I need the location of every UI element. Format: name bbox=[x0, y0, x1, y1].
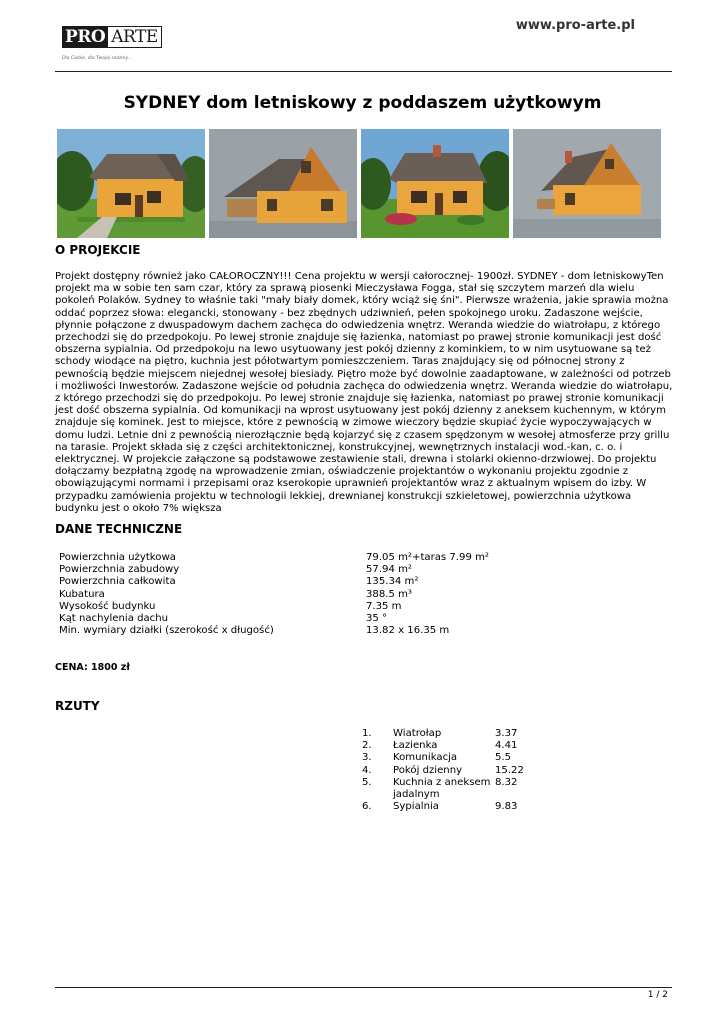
room-name: Pokój dzienny bbox=[393, 764, 463, 776]
room-number: 1. bbox=[362, 728, 372, 739]
list-item bbox=[0, 801, 725, 813]
tech-value: 7.35 m bbox=[366, 600, 402, 612]
about-section-heading bbox=[55, 243, 141, 257]
rzuty-heading-text: RZUTY bbox=[55, 699, 100, 713]
tech-label: Min. wymiary działki (szerokość x długość) bbox=[59, 625, 274, 637]
room-number: 3. bbox=[362, 752, 372, 764]
tech-table bbox=[0, 552, 725, 642]
site-url-link[interactable]: www.pro-arte.pl bbox=[515, 18, 635, 33]
price-label: CENA: 1800 zł bbox=[55, 662, 130, 673]
tech-label: Powierzchnia całkowita bbox=[59, 576, 176, 588]
front-view-garden-photo bbox=[361, 129, 509, 238]
list-item bbox=[0, 728, 725, 740]
logo-arte-text: ARTE bbox=[108, 26, 162, 48]
tech-label: Powierzchnia użytkowa bbox=[59, 552, 176, 563]
tech-value: 13.82 x 16.35 m bbox=[366, 625, 450, 637]
tech-value: 135.34 m² bbox=[366, 576, 419, 588]
front-view-photo bbox=[57, 129, 205, 238]
rzuty-section-heading bbox=[55, 699, 100, 713]
room-area: 8.32 bbox=[495, 776, 518, 788]
list-item bbox=[0, 740, 725, 752]
room-name: Komunikacja bbox=[393, 752, 458, 764]
tech-value: 388.5 m³ bbox=[366, 588, 412, 600]
rooms-list bbox=[0, 728, 725, 818]
tech-label: Kąt nachylenia dachu bbox=[59, 613, 169, 624]
about-heading-text: O PROJEKCIE bbox=[55, 243, 141, 257]
tech-section-heading bbox=[55, 522, 182, 536]
room-area: 4.41 bbox=[495, 740, 518, 752]
room-number: 6. bbox=[362, 801, 372, 813]
room-area: 9.83 bbox=[495, 801, 518, 813]
page-title: SYDNEY dom letniskowy z poddaszem użytkowym bbox=[123, 93, 602, 113]
list-item bbox=[0, 752, 725, 764]
side-view-photo bbox=[209, 129, 357, 238]
room-number: 2. bbox=[362, 740, 372, 752]
list-item bbox=[0, 777, 725, 801]
room-name: Kuchnia z aneksem jadalnym bbox=[393, 776, 491, 800]
room-area: 5.5 bbox=[495, 752, 512, 764]
logo-pro-text: PRO bbox=[62, 26, 108, 48]
tech-label: Powierzchnia zabudowy bbox=[59, 564, 180, 576]
room-number: 5. bbox=[362, 776, 372, 788]
tech-label: Wysokość budynku bbox=[59, 600, 156, 612]
room-area: 3.37 bbox=[495, 728, 518, 739]
about-description: Projekt dostępny również jako CAŁOROCZNY!!! Cena projektu w wersji całorocznej- 1900zł. SYDNEY - dom letniskowyTen projekt ma w sobie ten sam czar, który za sprawą piosenki Mieczysława Fogga, stał się szczytem marzeń dla wielu pokoleń Polaków. Sydney to właśnie taki "mały biały domek, który wciąż się śni". Pierwsze wrażenia, jakie sprawia można oddać poprzez słowa: elegancki, stonowany - bez zbędnych udziwnień, pełen spokojnego uroku. Zadaszone wejście, płynnie połączone z dwuspadowym dachem zachęca do odwiedzenia wnętrz. Weranda wiedzie do wiatrołapu, z którego przechodzi się do przedpokoju. Po lewej stronie znajduje się łazienka, natomiast po prawej stronie komunikacji jest dość obszerna sypialnia. Od przedpokoju na lewo usytuowany jest pokój dzienny z kominkiem, to w nim usytuowane są też schody wiodące na piętro, kuchnia jest półotwartym pomieszczeniem. Taras znajdujący się od północnej strony z pewnością będzie miejscem niejednej wesołej biesiady. Piętro może być dowolnie zaadaptowane, w zależności od potrzeb i możliwości Inwestorów. Zadaszone wejście od południa zachęca do odwiedzenia wnętrz. Weranda wiedzie do wiatrołapu, z którego przechodzi się do przedpokoju. Po lewej stronie znajduje się łazienka, natomiast po prawej stronie komunikacji jest dość obszerna sypialnia. Od komunikacji na wprost usytuowany jest pokój dzienny z aneksem kuchennym, w którym znajduje się kominek. Jest to miejsce, które z pewnością w zimowe wieczory będzie skupiać życie wypoczywających w domu ludzi. Letnie dni z pewnością nierozłącznie będą kojarzyć się z czasem spędzonym w wesołej atmosferze przy grillu na tarasie. Projekt składa się z części architektonicznej, konstrukcyjnej, wewnętrznych instalacji wod.-kan, c. o. i elektrycznej. W projekcie załączone są podstawowe zestawienie stali, drewna i stolarki okienno-drzwiowej. Do projektu dołączamy bezpłatną zgodę na wprowadzenie zmian, oświadczenie projektantów o wykonaniu projektu zgodnie z obowiązującymi normami i przepisami oraz kserokopie uprawnień projektantów wraz z aktualnym wpisem do izby. W przypadku zamówienia projektu w technologii lekkiej, drewnianej konstrukcji szkieletowej, powierzchnia użytkowa budynku jest o około 7% większa bbox=[55, 271, 673, 514]
footer-divider bbox=[55, 987, 672, 988]
logo-tagline: Dla Ciebie, dla Twojej rodziny... bbox=[62, 56, 133, 61]
header-divider bbox=[55, 71, 672, 72]
tech-label: Kubatura bbox=[59, 588, 105, 600]
pro-arte-logo[interactable] bbox=[62, 22, 158, 66]
page-number: 1 / 2 bbox=[647, 990, 668, 1000]
tech-value: 79.05 m²+taras 7.99 m² bbox=[366, 552, 489, 563]
tech-heading-text: DANE TECHNICZNE bbox=[55, 522, 183, 536]
back-view-photo bbox=[513, 129, 661, 238]
tech-value: 35 ° bbox=[366, 613, 388, 624]
room-number: 4. bbox=[362, 764, 372, 776]
room-name: Wiatrołap bbox=[393, 728, 442, 739]
room-area: 15.22 bbox=[495, 764, 524, 776]
room-name: Łazienka bbox=[393, 740, 438, 752]
list-item bbox=[0, 765, 725, 777]
room-name: Sypialnia bbox=[393, 801, 439, 813]
tech-value: 57.94 m² bbox=[366, 564, 412, 576]
